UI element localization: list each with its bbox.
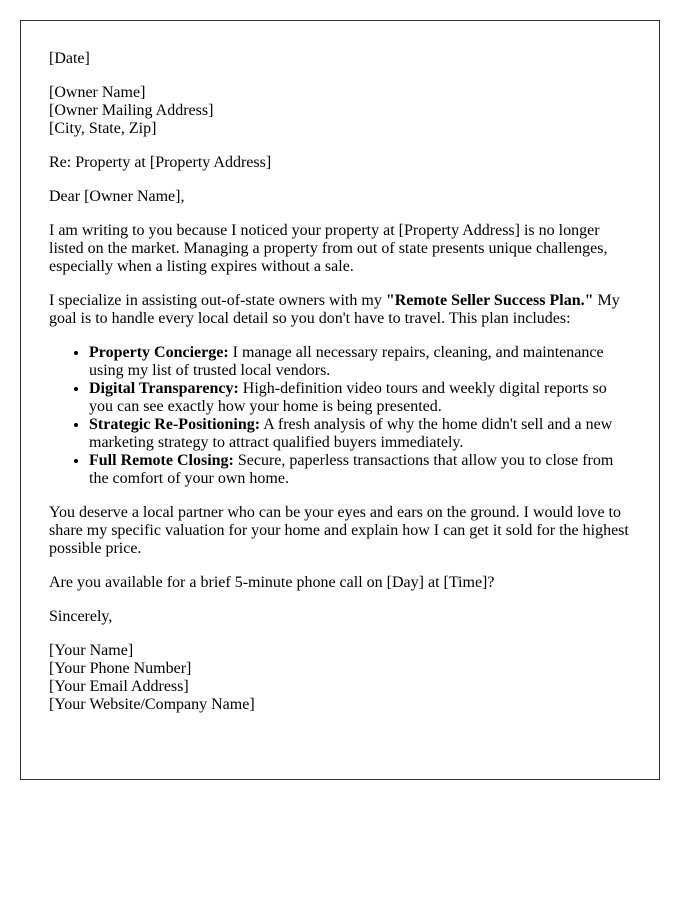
sender-name: [Your Name]	[49, 642, 134, 659]
plan-item-title: Full Remote Closing:	[89, 452, 234, 469]
plan-item-strategic-repositioning	[89, 416, 631, 452]
salutation: Dear [Owner Name],	[49, 188, 185, 205]
plan-item-text: Secure, paperless transactions that allow you to close from the comfort of your own home.	[89, 452, 614, 487]
sender-phone: [Your Phone Number]	[49, 660, 192, 677]
plan-item-title: Property Concierge:	[89, 344, 229, 361]
plan-item-digital-transparency	[89, 380, 631, 416]
date: [Date]	[49, 50, 90, 67]
subject-line: Re: Property at [Property Address]	[49, 154, 272, 171]
value-paragraph: You deserve a local partner who can be your eyes and ears on the ground. I would love to share my specific valuation for your home and explain how I can get it sold for the highest possible price.	[49, 504, 629, 557]
plan-item-text: A fresh analysis of why the home didn't sell and a new marketing strategy to attract qualified buyers immediately.	[89, 416, 613, 451]
plan-features-list	[49, 344, 631, 488]
plan-item-text: I manage all necessary repairs, cleaning, and maintenance using my list of trusted local vendors.	[89, 344, 604, 379]
plan-intro-text-after: My goal is to handle every local detail so you don't have to travel. This plan includes:	[49, 292, 620, 327]
intro-paragraph: I am writing to you because I noticed your property at [Property Address] is no longer listed on the market. Managing a property from out of state presents unique challenges, especially when a listing expires without a sale.	[49, 222, 608, 275]
plan-intro-text-before: I specialize in assisting out-of-state owners with my	[49, 292, 386, 309]
plan-intro-paragraph	[49, 292, 631, 328]
recipient-city-state-zip: [City, State, Zip]	[49, 120, 157, 137]
plan-item-title: Strategic Re-Positioning:	[89, 416, 261, 433]
letter-page	[20, 20, 660, 780]
recipient-mailing-address: [Owner Mailing Address]	[49, 102, 214, 119]
plan-item-text: High-definition video tours and weekly digital reports so you can see exactly how your home is being presented.	[89, 380, 607, 415]
plan-item-full-remote-closing	[89, 452, 631, 488]
plan-item-title: Digital Transparency:	[89, 380, 239, 397]
recipient-address-block	[49, 84, 631, 138]
sender-website: [Your Website/Company Name]	[49, 696, 255, 713]
plan-item-property-concierge	[89, 344, 631, 380]
closing: Sincerely,	[49, 608, 113, 625]
sender-email: [Your Email Address]	[49, 678, 189, 695]
call-to-action-paragraph: Are you available for a brief 5-minute phone call on [Day] at [Time]?	[49, 574, 495, 591]
date-block	[49, 50, 631, 68]
signature-block	[49, 642, 631, 714]
plan-name: "Remote Seller Success Plan."	[385, 292, 594, 309]
recipient-name: [Owner Name]	[49, 84, 146, 101]
